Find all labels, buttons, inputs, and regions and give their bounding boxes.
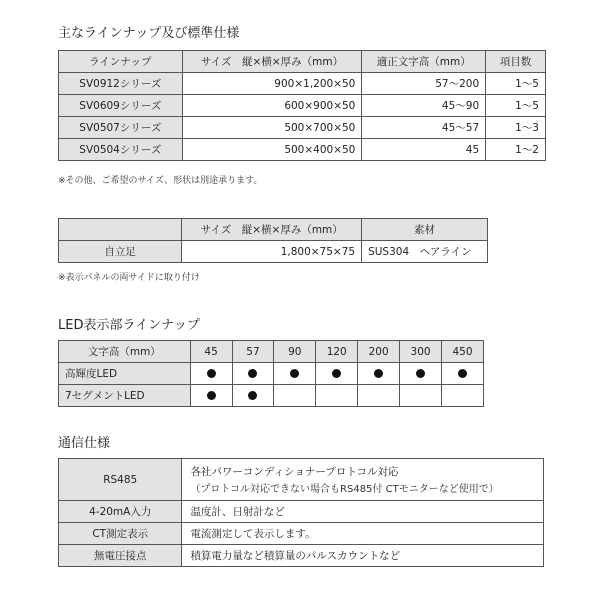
led-size-col: 57	[232, 341, 274, 363]
lineup-cell-name: SV0507シリーズ	[59, 117, 183, 139]
lineup-cell-char-height: 57〜200	[362, 73, 486, 95]
led-mark-cell	[274, 385, 316, 407]
stand-header-blank	[59, 219, 182, 241]
table-row	[59, 545, 544, 567]
lineup-cell-items: 1〜5	[486, 73, 546, 95]
lineup-cell-items: 1〜2	[486, 139, 546, 161]
table-row	[59, 73, 546, 95]
comm-label: CT測定表示	[59, 523, 182, 545]
lineup-header-items: 項目数	[486, 51, 546, 73]
lineup-header-size: サイズ 縦×横×厚み（mm）	[182, 51, 362, 73]
led-size-col: 300	[400, 341, 442, 363]
stand-table	[58, 218, 488, 263]
led-available-dot	[290, 369, 299, 378]
led-header-label: 文字高（mm）	[59, 341, 191, 363]
led-available-dot	[207, 391, 216, 400]
led-mark-cell	[232, 385, 274, 407]
table-row	[59, 95, 546, 117]
lineup-cell-size: 900×1,200×50	[182, 73, 362, 95]
lineup-cell-size: 500×400×50	[182, 139, 362, 161]
comm-table	[58, 458, 544, 567]
lineup-cell-size: 500×700×50	[182, 117, 362, 139]
led-mark-cell	[190, 385, 232, 407]
table-row	[59, 501, 544, 523]
lineup-cell-name: SV0609シリーズ	[59, 95, 183, 117]
led-mark-cell	[316, 363, 358, 385]
led-available-dot	[207, 369, 216, 378]
led-available-dot	[332, 369, 341, 378]
comm-desc-text: 各社パワーコンディショナープロトコル対応	[190, 466, 399, 478]
lineup-header-name: ラインナップ	[59, 51, 183, 73]
led-mark-cell	[274, 363, 316, 385]
led-size-col: 45	[190, 341, 232, 363]
led-row-7segment	[59, 385, 484, 407]
comm-desc-text: 電流測定して表示します。	[182, 523, 544, 545]
led-size-col: 120	[316, 341, 358, 363]
led-size-col: 450	[442, 341, 484, 363]
stand-cell-size: 1,800×75×75	[182, 241, 362, 263]
table-row	[59, 241, 488, 263]
comm-label: 4-20mA入力	[59, 501, 182, 523]
lineup-cell-char-height: 45〜57	[362, 117, 486, 139]
lineup-header-char-height: 適正文字高（mm）	[362, 51, 486, 73]
led-available-dot	[248, 369, 257, 378]
comm-label: 無電圧接点	[59, 545, 182, 567]
led-table	[58, 340, 484, 407]
led-mark-cell	[358, 385, 400, 407]
stand-cell-material: SUS304 ヘアライン	[362, 241, 488, 263]
lineup-table	[58, 50, 546, 161]
stand-cell-name: 自立足	[59, 241, 182, 263]
stand-header-size: サイズ 縦×横×厚み（mm）	[182, 219, 362, 241]
table-row	[59, 523, 544, 545]
led-title: LED表示部ラインナップ	[58, 318, 200, 333]
stand-header-material: 素材	[362, 219, 488, 241]
table-row	[59, 139, 546, 161]
led-available-dot	[248, 391, 257, 400]
led-row-label: 高輝度LED	[59, 363, 191, 385]
lineup-cell-items: 1〜5	[486, 95, 546, 117]
lineup-cell-char-height: 45〜90	[362, 95, 486, 117]
lineup-cell-char-height: 45	[362, 139, 486, 161]
led-mark-cell	[442, 385, 484, 407]
led-mark-cell	[190, 363, 232, 385]
led-mark-cell	[358, 363, 400, 385]
stand-note: ※表示パネルの両サイドに取り付け	[58, 273, 200, 283]
lineup-cell-name: SV0504シリーズ	[59, 139, 183, 161]
comm-desc-text: 積算電力量など積算量のパルスカウントなど	[182, 545, 544, 567]
led-mark-cell	[400, 385, 442, 407]
led-mark-cell	[442, 363, 484, 385]
comm-desc-text: 温度計、日射計など	[182, 501, 544, 523]
comm-desc	[182, 459, 544, 501]
comm-label: RS485	[59, 459, 182, 501]
led-size-col: 90	[274, 341, 316, 363]
lineup-cell-size: 600×900×50	[182, 95, 362, 117]
led-size-col: 200	[358, 341, 400, 363]
led-available-dot	[374, 369, 383, 378]
led-mark-cell	[316, 385, 358, 407]
table-row	[59, 117, 546, 139]
lineup-cell-items: 1〜3	[486, 117, 546, 139]
comm-title: 通信仕様	[58, 436, 111, 451]
led-available-dot	[416, 369, 425, 378]
led-mark-cell	[232, 363, 274, 385]
lineup-note: ※その他、ご希望のサイズ、形状は別途承ります。	[58, 176, 263, 186]
led-mark-cell	[400, 363, 442, 385]
comm-desc-sub: （プロトコル対応できない場合もRS485付 CTモニターなど使用で）	[190, 484, 499, 495]
lineup-cell-name: SV0912シリーズ	[59, 73, 183, 95]
led-row-label: 7セグメントLED	[59, 385, 191, 407]
led-row-high-brightness	[59, 363, 484, 385]
led-available-dot	[458, 369, 467, 378]
lineup-title: 主なラインナップ及び標準仕様	[58, 26, 240, 41]
table-row	[59, 459, 544, 501]
